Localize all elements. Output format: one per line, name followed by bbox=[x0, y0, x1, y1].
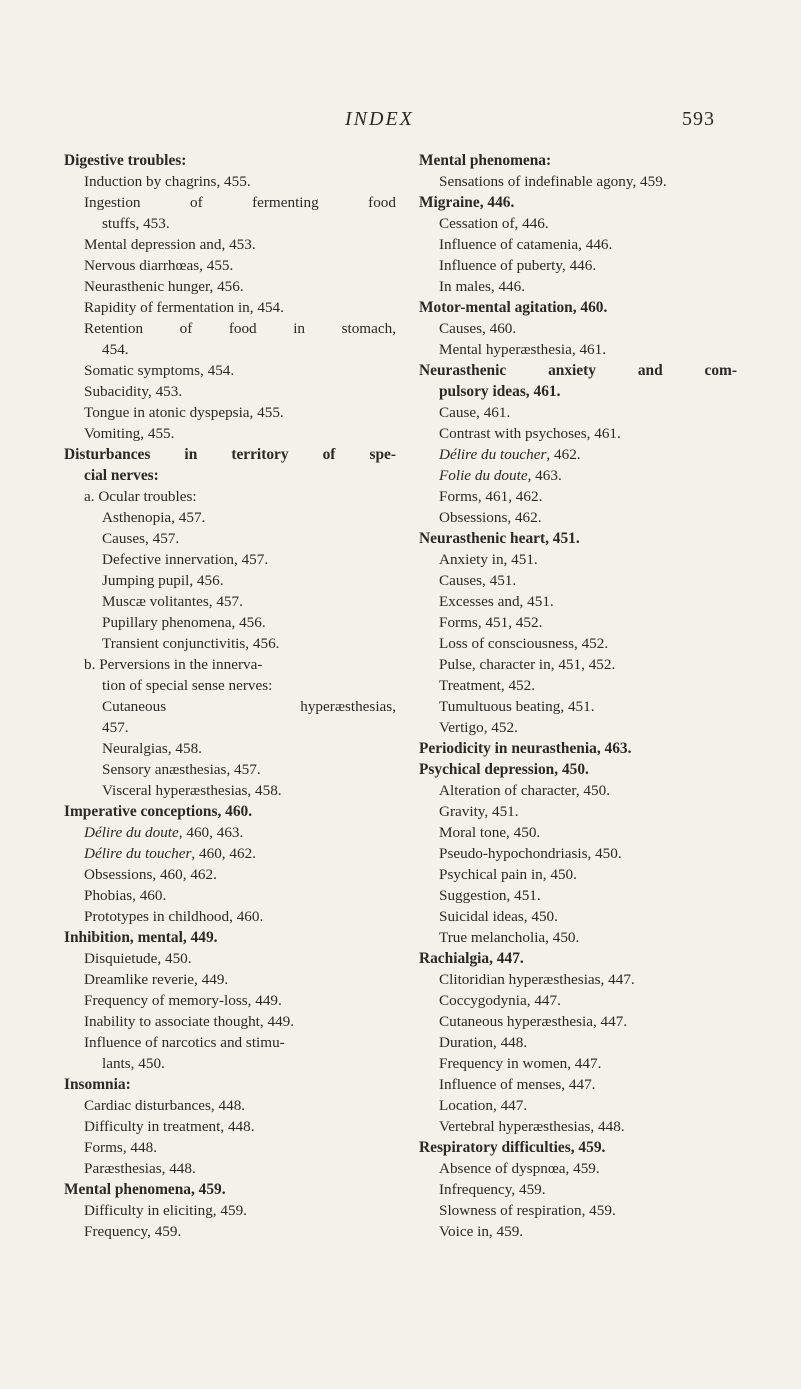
index-entry: Jumping pupil, 456. bbox=[102, 572, 224, 589]
index-entry: Influence of narcotics and stimu- bbox=[84, 1034, 285, 1051]
index-entry: Influence of catamenia, 446. bbox=[439, 236, 613, 253]
index-entry: Pseudo-hypochondriasis, 450. bbox=[439, 845, 622, 862]
index-entry: In males, 446. bbox=[439, 278, 526, 295]
index-entry: Contrast with psychoses, 461. bbox=[439, 425, 621, 442]
index-entry: Cause, 461. bbox=[439, 404, 511, 421]
index-entry: Frequency, 459. bbox=[84, 1223, 182, 1240]
index-entry: Délire du toucher, 460, 462. bbox=[84, 845, 256, 862]
index-entry: Transient conjunctivitis, 456. bbox=[102, 635, 280, 652]
index-entry: Pulse, character in, 451, 452. bbox=[439, 656, 616, 673]
index-entry: Sensory anæsthesias, 457. bbox=[102, 761, 261, 778]
index-entry: Moral tone, 450. bbox=[439, 824, 541, 841]
index-entry: Infrequency, 459. bbox=[439, 1181, 546, 1198]
index-entry: Cessation of, 446. bbox=[439, 215, 549, 232]
index-entry: Délire du doute, 460, 463. bbox=[84, 824, 244, 841]
index-entry: Location, 447. bbox=[439, 1097, 528, 1114]
index-entry: Cutaneous hyperæsthesias, bbox=[102, 698, 396, 715]
index-entry: Treatment, 452. bbox=[439, 677, 536, 694]
index-entry: True melancholia, 450. bbox=[439, 929, 580, 946]
index-heading: Motor-mental agitation, 460. bbox=[419, 299, 608, 316]
index-entry: b. Perversions in the innerva- bbox=[84, 656, 263, 673]
index-entry: Visceral hyperæsthesias, 458. bbox=[102, 782, 282, 799]
index-entry: Mental hyperæsthesia, 461. bbox=[439, 341, 607, 358]
index-entry: Gravity, 451. bbox=[439, 803, 519, 820]
index-entry: Absence of dyspnœa, 459. bbox=[439, 1160, 600, 1177]
index-entry: Tumultuous beating, 451. bbox=[439, 698, 595, 715]
index-entry: Alteration of character, 450. bbox=[439, 782, 611, 799]
index-entry: Clitoridian hyperæsthesias, 447. bbox=[439, 971, 635, 988]
index-heading: Neurasthenic anxiety and com- bbox=[419, 362, 737, 379]
index-heading: Imperative conceptions, 460. bbox=[64, 803, 253, 820]
page-number: 593 bbox=[682, 108, 715, 130]
index-entry: Forms, 451, 452. bbox=[439, 614, 543, 631]
index-entry: Retention of food in stomach, bbox=[84, 320, 396, 337]
index-entry: Causes, 451. bbox=[439, 572, 517, 589]
index-entry: Muscæ volitantes, 457. bbox=[102, 593, 243, 610]
index-entry: Obsessions, 462. bbox=[439, 509, 542, 526]
index-entry: Asthenopia, 457. bbox=[102, 509, 206, 526]
index-entry: Influence of puberty, 446. bbox=[439, 257, 597, 274]
index-heading: cial nerves: bbox=[84, 467, 159, 484]
index-entry: Vomiting, 455. bbox=[84, 425, 175, 442]
index-entry: lants, 450. bbox=[102, 1055, 165, 1072]
index-entry: 454. bbox=[102, 341, 129, 358]
index-entry: Influence of menses, 447. bbox=[439, 1076, 596, 1093]
index-entry: Sensations of indefinable agony, 459. bbox=[439, 173, 667, 190]
index-entry: Induction by chagrins, 455. bbox=[84, 173, 251, 190]
index-entry: Loss of consciousness, 452. bbox=[439, 635, 609, 652]
index-heading: Inhibition, mental, 449. bbox=[64, 929, 218, 946]
index-entry: Somatic symptoms, 454. bbox=[84, 362, 235, 379]
index-heading: Disturbances in territory of spe- bbox=[64, 446, 396, 463]
index-entry: Forms, 448. bbox=[84, 1139, 157, 1156]
index-heading: Neurasthenic heart, 451. bbox=[419, 530, 580, 547]
index-entry: Phobias, 460. bbox=[84, 887, 167, 904]
index-entry: Subacidity, 453. bbox=[84, 383, 183, 400]
index-entry: Nervous diarrhœas, 455. bbox=[84, 257, 234, 274]
index-entry: a. Ocular troubles: bbox=[84, 488, 197, 505]
index-entry: stuffs, 453. bbox=[102, 215, 170, 232]
index-entry: Excesses and, 451. bbox=[439, 593, 554, 610]
index-entry: Inability to associate thought, 449. bbox=[84, 1013, 295, 1030]
index-heading: Mental phenomena: bbox=[419, 152, 552, 169]
index-entry: Cutaneous hyperæsthesia, 447. bbox=[439, 1013, 628, 1030]
index-heading: Psychical depression, 450. bbox=[419, 761, 589, 778]
index-entry: Rapidity of fermentation in, 454. bbox=[84, 299, 284, 316]
index-entry: Dreamlike reverie, 449. bbox=[84, 971, 229, 988]
index-entry: Suicidal ideas, 450. bbox=[439, 908, 558, 925]
index-entry: Duration, 448. bbox=[439, 1034, 528, 1051]
index-entry: Difficulty in treatment, 448. bbox=[84, 1118, 255, 1135]
index-heading: pulsory ideas, 461. bbox=[439, 383, 561, 400]
index-heading: Insomnia: bbox=[64, 1076, 131, 1093]
index-entry: Neurasthenic hunger, 456. bbox=[84, 278, 244, 295]
index-entry: Causes, 460. bbox=[439, 320, 517, 337]
index-entry: Anxiety in, 451. bbox=[439, 551, 538, 568]
index-heading: Respiratory difficulties, 459. bbox=[419, 1139, 606, 1156]
index-entry: Délire du toucher, 462. bbox=[439, 446, 581, 463]
index-entry: Obsessions, 460, 462. bbox=[84, 866, 217, 883]
index-entry: Mental depression and, 453. bbox=[84, 236, 256, 253]
index-entry: Defective innervation, 457. bbox=[102, 551, 269, 568]
index-heading: Periodicity in neurasthenia, 463. bbox=[419, 740, 632, 757]
index-entry: Folie du doute, 463. bbox=[439, 467, 562, 484]
index-entry: Frequency of memory-loss, 449. bbox=[84, 992, 282, 1009]
index-entry: Frequency in women, 447. bbox=[439, 1055, 602, 1072]
index-entry: Cardiac disturbances, 448. bbox=[84, 1097, 246, 1114]
index-entry: Ingestion of fermenting food bbox=[84, 194, 396, 211]
index-heading: Mental phenomena, 459. bbox=[64, 1181, 226, 1198]
index-column-left bbox=[64, 150, 396, 1242]
index-entry: Voice in, 459. bbox=[439, 1223, 524, 1240]
index-entry: Slowness of respiration, 459. bbox=[439, 1202, 616, 1219]
index-entry: 457. bbox=[102, 719, 129, 736]
index-entry: Vertigo, 452. bbox=[439, 719, 518, 736]
running-head-title: INDEX bbox=[345, 108, 414, 130]
page-header bbox=[0, 108, 801, 138]
index-entry: Difficulty in eliciting, 459. bbox=[84, 1202, 247, 1219]
index-column-right bbox=[419, 150, 737, 1242]
index-entry: Paræsthesias, 448. bbox=[84, 1160, 196, 1177]
index-entry: Pupillary phenomena, 456. bbox=[102, 614, 266, 631]
index-heading: Migraine, 446. bbox=[419, 194, 515, 211]
index-entry: Suggestion, 451. bbox=[439, 887, 541, 904]
index-entry: Neuralgias, 458. bbox=[102, 740, 202, 757]
index-entry: Tongue in atonic dyspepsia, 455. bbox=[84, 404, 284, 421]
index-entry: Prototypes in childhood, 460. bbox=[84, 908, 264, 925]
index-heading: Rachialgia, 447. bbox=[419, 950, 524, 967]
index-entry: tion of special sense nerves: bbox=[102, 677, 273, 694]
index-entry: Forms, 461, 462. bbox=[439, 488, 543, 505]
index-entry: Causes, 457. bbox=[102, 530, 180, 547]
index-entry: Psychical pain in, 450. bbox=[439, 866, 577, 883]
index-entry: Disquietude, 450. bbox=[84, 950, 192, 967]
index-entry: Vertebral hyperæsthesias, 448. bbox=[439, 1118, 625, 1135]
index-heading: Digestive troubles: bbox=[64, 152, 187, 169]
index-entry: Coccygodynia, 447. bbox=[439, 992, 561, 1009]
